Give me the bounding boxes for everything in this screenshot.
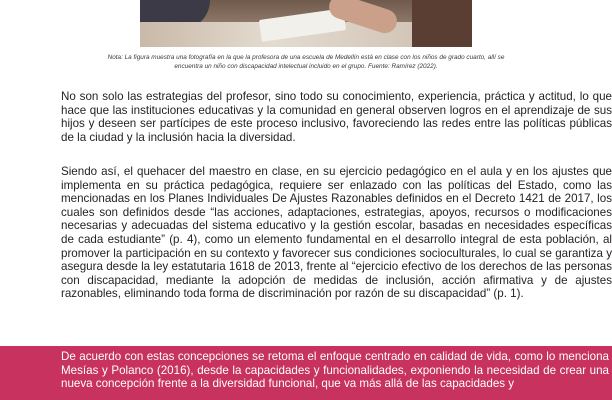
body-paragraph-3: De acuerdo con estas concepciones se retoma el enfoque centrado en calidad de vida, como lo menciona Mesías y Polanco (2016), desde la capacidades y funcionalidades, exponiendo la necesidad de crear una nueva concepción frente a la diversidad funcional, que va más allá de las capacidades y	[61, 350, 609, 391]
figure-note: Nota: La figura muestra una fotografía en la que la profesora de una escuela de Medellín está en clase con los niños de grado cuarto, allí se encuentra un niño con discapacidad intelectual incluido en el grupo. Fuente: Ramírez (2022).	[107, 54, 505, 70]
body-paragraph-2: Siendo así, el quehacer del maestro en clase, en su ejercicio pedagógico en el aula y en los ajustes que implementa en su práctica pedagógica, requiere ser enlazado con las políticas del Estado, como las mencionadas en los Planes Individuales De Ajustes Razonables definidos en el Decreto 1421 de 2017, los cuales son definidos desde “las acciones, adaptaciones, estrategias, apoyos, recursos o modificaciones necesarias y adecuadas del sistema educativo y la gestión escolar, basadas en necesidades específicas de cada estudiante” (p. 4), como un elemento fundamental en el desarrollo integral de esta población, al promover la participación en su contexto y favorecer sus condiciones socioculturales, lo cual se garantiza y asegura desde la ley estatutaria 1618 de 2013, frente al “ejercicio efectivo de los derechos de las personas con discapacidad, mediante la adopción de medidas de inclusión, acción afirmativa y de ajustes razonables, eliminando toda forma de discriminación por razón de su discapacidad” (p. 1).	[61, 165, 612, 301]
photo-chair	[412, 0, 472, 47]
classroom-photo	[140, 0, 472, 47]
body-paragraph-1: No son solo las estrategias del profesor, sino todo su conocimiento, experiencia, práctica y actitud, lo que hace que las instituciones educativas y la comunidad en general observen logros en el aprendizaje de sus hijos y deseen ser partícipes de este proceso inclusivo, favoreciendo las redes entre las políticas públicas de la ciudad y la inclusión hacia la diversidad.	[61, 90, 612, 144]
